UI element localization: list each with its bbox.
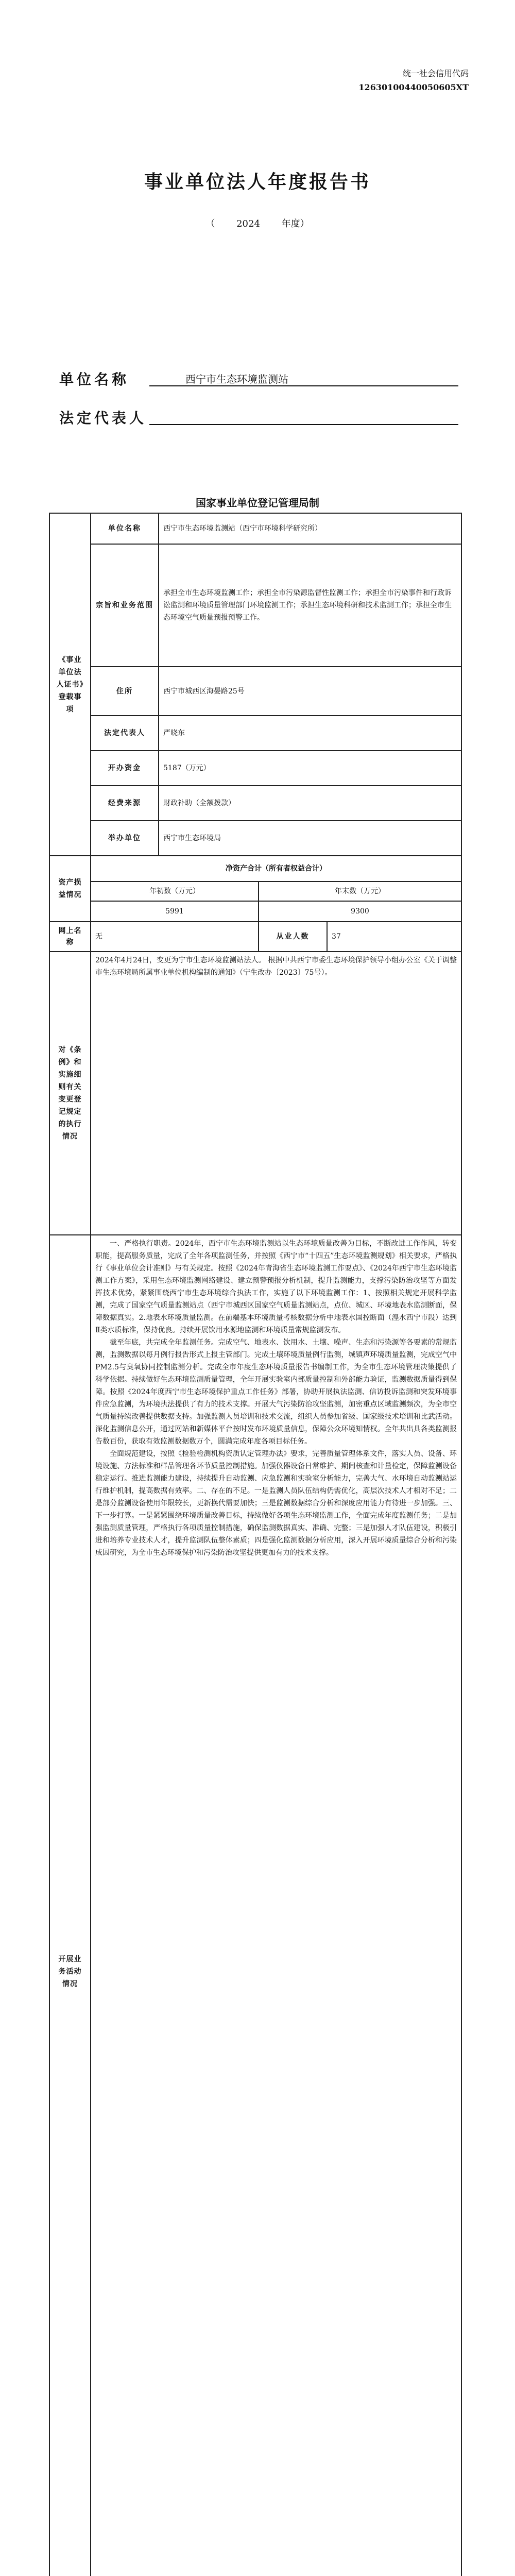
registration-table — [49, 513, 462, 2576]
row-sponsor — [49, 821, 461, 856]
sponsor-label: 举办单位 — [91, 821, 159, 856]
business-label: 开展业务活动情况 — [49, 1235, 91, 2576]
row-assets-values — [49, 901, 461, 922]
page-title: 事业单位法人年度报告书 — [144, 171, 371, 193]
begin-value: 5991 — [91, 901, 259, 922]
business-paragraph-1: 一、严格执行职责。2024年，西宁市生态环境监测站以生态环境质量改善为目标，不断改进工作作风，转变职能，提高服务质量，完成了全年各项监测任务，并按照《西宁市“十四五”生态环境监测规划》相关要求，严格执行《事业单位会计准则》与有关规定。按照《2024年青海省生态环境监测工作要点》、《2024年西宁市生态环境监测工作方案》，采用生态环境监测网络建设、建立预警预报分析机制，提升监测能力，支撑污染防治攻坚等方面发挥技术优势，紧紧围绕西宁市生态环境综合执法工作，实施了以下环境监测工作：1、按照相关规定开展科学监测，完成了国家空气质量监测站点（西宁市城西区国家空气质量监测站点，点位、城区、环境地表水监测断面，保障数据真实。2.地表水环境质量监测。在前端基本环境质量考核数据分析中地表水国控断面（湟水西宁市段）达到Ⅱ类水质标准，保持优良。持续开展饮用水源地监测和环境质量常规监测发布。 — [95, 1240, 457, 1334]
net-assets-label: 净资产合计（所有者权益合计） — [91, 856, 461, 882]
staff-value: 37 — [327, 922, 461, 952]
report-year — [0, 216, 515, 230]
sponsor-value: 西宁市生态环境局 — [159, 821, 461, 856]
end-value: 9300 — [259, 901, 461, 922]
row-source — [49, 786, 461, 821]
reg-rep-label: 法定代表人 — [91, 716, 159, 751]
year-close: 年度） — [281, 218, 310, 229]
begin-label: 年初数（万元） — [91, 882, 259, 901]
unit-name-label: 单位名称 — [59, 371, 130, 388]
compliance-value: 2024年4月24日，变更为宁市生态环境监测站法人。 根据中共西宁市委生态环境保护领导小组办公室《关于调整市生态环境局所属事业单位机构编制的通知》（宁生改办〔2023〕75号）。 — [91, 952, 461, 1235]
credit-code-label: 统一社会信用代码 — [402, 69, 469, 78]
funds-value: 5187（万元） — [159, 751, 461, 786]
row-assets-cols — [49, 882, 461, 901]
row-purpose — [49, 544, 461, 667]
address-value: 西宁市城西区海晏路25号 — [159, 667, 461, 716]
assets-label: 资产损益情况 — [49, 856, 91, 922]
end-label: 年末数（万元） — [259, 882, 461, 901]
year-value: 2024 — [236, 218, 260, 229]
web-label: 网上名称 — [49, 922, 91, 952]
funds-label: 开办资金 — [91, 751, 159, 786]
row-address — [49, 667, 461, 716]
legal-rep-line — [149, 424, 458, 425]
business-text — [91, 1235, 461, 2576]
credit-code: 12630100440050605XT — [358, 82, 469, 92]
staff-label: 从业人数 — [259, 922, 327, 952]
purpose-label: 宗旨和业务范围 — [91, 544, 159, 667]
compliance-label: 对《条例》和实施细则有关变更登记规定的执行情况 — [49, 952, 91, 1235]
legal-rep-label: 法定代表人 — [59, 410, 147, 427]
business-paragraph-3: 全面规范建设，按照《检验检测机构资质认定管理办法》要求，完善质量管理体系文件，落实人员、设备、环境设施、方法标准和样品管理各环节质量控制措施。加强仪器设备日常维护、期间核查和计量检定，保障监测设备稳定运行。推进监测能力建设，持续提升自动监测、应急监测和实验室分析能力，完善大气、水环境自动监测站运行维护机制，提高数据有效率。二、存在的不足。一是监测人员队伍结构仍需优化，高层次技术人才相对不足；二是部分监测设备使用年限较长，更新换代需要加快；三是监测数据综合分析和深度应用能力有待进一步加强。三、下一步打算。一是紧紧围绕环境质量改善目标，持续做好各项生态环境监测工作，全面完成年度监测任务；二是加强监测质量管理，严格执行各项质量控制措施，确保监测数据真实、准确、完整；三是加强人才队伍建设，积极引进和培养专业技术人才，提升监测队伍整体素质；四是强化监测数据分析应用，深入开展环境质量综合分析和污染成因研究，为全市生态环境保护和污染防治攻坚提供更加有力的技术支撑。 — [95, 1450, 457, 1557]
reg-unit-name-label: 单位名称 — [91, 513, 159, 544]
reg-rep-value: 严晓东 — [159, 716, 461, 751]
cert-section-label: 《事业单位法人证书》登载事项 — [49, 513, 91, 856]
purpose-value: 承担全市生态环境监测工作；承担全市污染源监督性监测工作；承担全市污染事件和行政诉讼监测和环境质量管理部门环境监测工作；承担生态环境科研和技术监测工作；承担全市生态环境空气质量预报预警工作。 — [159, 544, 461, 667]
row-assets-head — [49, 856, 461, 882]
source-label: 经费来源 — [91, 786, 159, 821]
row-funds — [49, 751, 461, 786]
row-web — [49, 922, 461, 952]
source-value: 财政补助（全额拨款） — [159, 786, 461, 821]
row-compliance — [49, 952, 461, 1235]
reg-unit-name-value: 西宁市生态环境监测站（西宁市环境科学研究所） — [159, 513, 461, 544]
address-label: 住所 — [91, 667, 159, 716]
row-business — [49, 1235, 461, 2576]
year-open: （ — [205, 218, 215, 229]
business-paragraph-2: 截至年底，共完成全年监测任务。完成空气、地表水、饮用水、土壤、噪声、生态和污染源等各要素的常规监测，监测数据以每月例行报告形式上报主管部门。完成土壤环境质量例行监测，城镇声环境质量监测，完成空气中PM2.5与臭氧协同控制监测分析。完成全市年度生态环境质量报告书编制工作，为全市生态环境管理决策提供了科学依据。持续做好生态环境监测质量管理，全年开展实验室内部质量控制和外部能力验证，监测数据质量得到保障。按照《2024年度西宁市生态环境保护重点工作任务》部署，协助开展执法监测、信访投诉监测和突发环境事件应急监测，为环境执法提供了有力的技术支撑。开展大气污染防治攻坚监测，加密重点区域监测频次，为全市空气质量持续改善提供数据支持。加强监测人员培训和技术交流，组织人员参加省级、国家级技术培训和比武活动。深化监测信息公开，通过网站和新媒体平台按时发布环境质量信息，保障公众环境知情权。全年共出具各类监测报告数百份，获取有效监测数据数万个，圆满完成年度各项目标任务。 — [95, 1338, 457, 1446]
row-rep — [49, 716, 461, 751]
registry-title: 国家事业单位登记管理局制 — [196, 497, 319, 509]
unit-name-value: 西宁市生态环境监测站 — [185, 373, 288, 385]
web-value: 无 — [91, 922, 259, 952]
row-unit-name — [49, 513, 461, 544]
